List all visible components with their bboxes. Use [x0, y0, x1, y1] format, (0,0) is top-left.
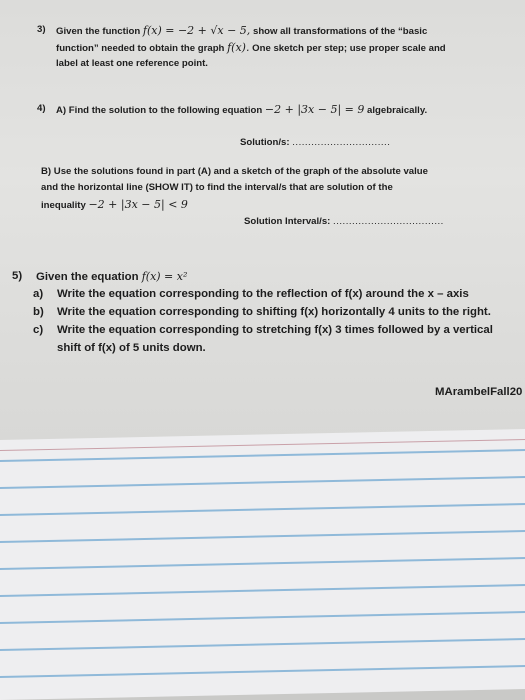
q4-part-a — [56, 103, 427, 116]
q4-solution-blank: ............................... — [292, 137, 391, 148]
q3-line1 — [56, 24, 427, 37]
q3-line1-math: f(x) = −2 + √x − 5, — [142, 24, 251, 37]
notebook-rule-line — [0, 610, 525, 623]
q4-b-line3-math: −2 + |3x − 5| < 9 — [88, 198, 188, 211]
q5-a-label: a) — [33, 288, 44, 300]
q3-number: 3) — [37, 24, 46, 35]
q3-line1-pre: Given the function — [56, 26, 141, 37]
q3-line2-math: f(x). — [227, 41, 250, 54]
q5-b-label: b) — [33, 306, 44, 318]
q4-interval-line — [244, 216, 444, 227]
q4-interval-label: Solution Interval/s: — [244, 216, 331, 227]
q4-solution-line — [240, 137, 390, 148]
q4-a-post: algebraically. — [367, 105, 428, 116]
q4-number: 4) — [37, 103, 46, 114]
notebook-top-margin-line — [0, 438, 525, 451]
q3-line2 — [56, 41, 446, 54]
q4-b-line3-pre: inequality — [41, 200, 86, 211]
q4-part-b-line1: B) Use the solutions found in part (A) and a sketch of the graph of the absolute value — [41, 166, 428, 177]
q3-line3: label at least one reference point. — [56, 58, 208, 69]
q3-line2-post: One sketch per step; use proper scale and — [252, 43, 446, 54]
q5-intro — [36, 270, 187, 283]
notebook-rule-line — [0, 529, 525, 542]
q5-intro-pre: Given the equation — [36, 271, 139, 283]
notebook-rule-line — [0, 637, 525, 650]
notebook-rule-line — [0, 475, 525, 488]
notebook-rule-line — [0, 583, 525, 596]
author-credit: MArambelFall20 — [435, 386, 523, 398]
q5-c-text: Write the equation corresponding to stretching f(x) 3 times followed by a vertical — [57, 324, 493, 336]
q3-line2-pre: function” needed to obtain the graph — [56, 43, 225, 54]
q4-interval-blank: ................................... — [333, 216, 444, 227]
q4-a-math: −2 + |3x − 5| = 9 — [264, 103, 365, 116]
lined-notebook-paper — [0, 429, 525, 700]
notebook-rule-line — [0, 556, 525, 569]
notebook-rule-line — [0, 448, 525, 461]
q5-number: 5) — [12, 270, 23, 282]
q4-part-b-line3 — [41, 198, 188, 211]
notebook-rule-line — [0, 502, 525, 515]
q5-a-text: Write the equation corresponding to the reflection of f(x) around the x – axis — [57, 288, 469, 300]
q5-c-label: c) — [33, 324, 44, 336]
q5-intro-math: f(x) = x² — [141, 270, 188, 283]
q3-line1-post: show all transformations of the “basic — [252, 26, 428, 37]
notebook-rule-line — [0, 664, 525, 677]
q4-part-b-line2: and the horizontal line (SHOW IT) to find the interval/s that are solution of the — [41, 182, 393, 193]
q5-b-text: Write the equation corresponding to shifting f(x) horizontally 4 units to the right. — [57, 306, 491, 318]
q5-c-text-2: shift of f(x) of 5 units down. — [57, 342, 206, 354]
q4-a-pre: A) Find the solution to the following equation — [56, 105, 263, 116]
q4-solution-label: Solution/s: — [240, 137, 290, 148]
